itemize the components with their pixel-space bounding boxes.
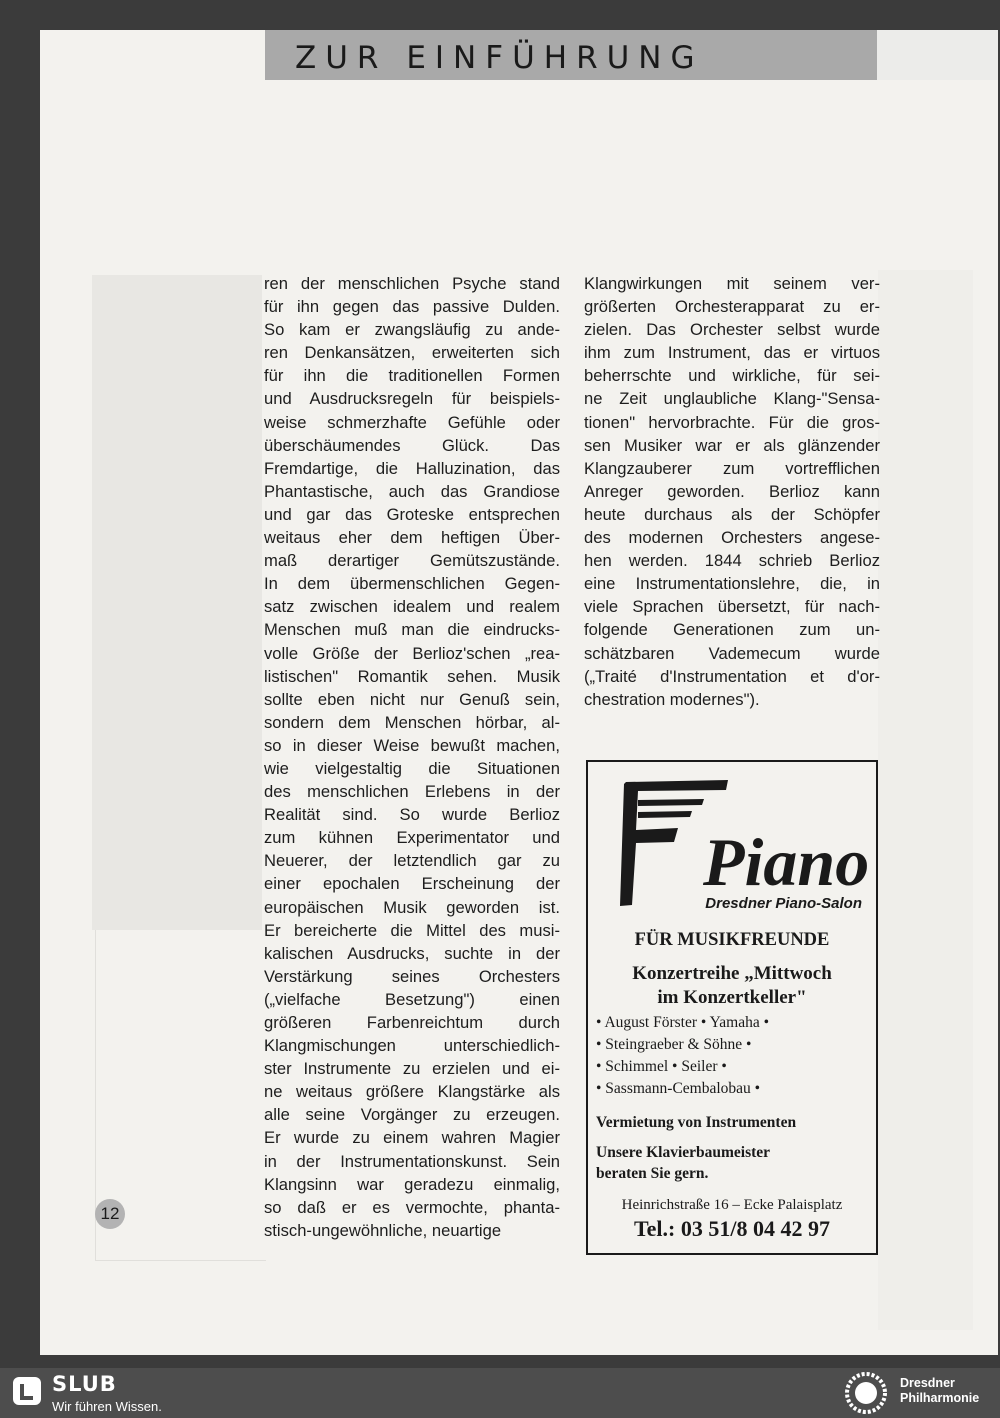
text-line: sen Musiker war er als glänzender bbox=[584, 435, 880, 455]
text-line: wie vielgestaltig die Situationen bbox=[264, 758, 560, 778]
text-line: Verstärkung seines Orchesters bbox=[264, 966, 560, 986]
piano-logo-keys bbox=[638, 799, 704, 818]
text-line: ihm zum Instrument, das er virtuos bbox=[584, 343, 880, 363]
text-line: Klangwirkungen mit seinem ver- bbox=[584, 274, 880, 293]
partner-line-2: Philharmonie bbox=[900, 1391, 980, 1405]
text-line: überschäumendes Glück. Das bbox=[264, 435, 560, 455]
text-line: ren Denkansätzen, erweiterten sich bbox=[264, 343, 560, 363]
ad-series-line-2: im Konzertkeller" bbox=[657, 987, 807, 1008]
text-line: Er wurde zu einem wahren Magier bbox=[264, 1128, 560, 1148]
section-title: ZUR EINFÜHRUNG bbox=[295, 40, 704, 76]
partner-line-1: Dresdner bbox=[900, 1376, 955, 1390]
ad-advice-line-1: Unsere Klavierbaumeister bbox=[596, 1144, 771, 1161]
text-line: eine Instrumentationslehre, die, in bbox=[584, 574, 880, 594]
text-line: Klangzauberer zum vortrefflichen bbox=[584, 458, 880, 478]
text-line: beherrschte und wirkliche, für sei- bbox=[584, 366, 880, 386]
text-line: ster Instrumente zu erzielen und ei- bbox=[264, 1059, 560, 1079]
ad-series-line-1: Konzertreihe „Mittwoch bbox=[632, 963, 832, 984]
text-line: ne Zeit unglaubliche Klang-"Sensa- bbox=[584, 389, 880, 409]
slub-logo-icon bbox=[12, 1376, 42, 1406]
ad-rental: Vermietung von Instrumenten bbox=[596, 1114, 797, 1131]
page-number: 12 bbox=[95, 1199, 125, 1229]
text-column-left bbox=[264, 272, 560, 1242]
text-line: Neuerer, der letztendlich gar zu bbox=[264, 851, 560, 871]
text-line: chestration modernes"). bbox=[584, 689, 760, 709]
text-line: und Ausdrucksregeln für beispiels- bbox=[264, 389, 560, 409]
piano-logo bbox=[608, 770, 878, 910]
text-line: ren der menschlichen Psyche stand bbox=[264, 274, 560, 293]
ad-advice-line-2: beraten Sie gern. bbox=[596, 1165, 709, 1182]
text-line: so in dieser Weise bewußt machen, bbox=[264, 735, 560, 755]
text-line: größeren Farbenreichtum durch bbox=[264, 1013, 560, 1032]
philharmonie-logo-icon bbox=[843, 1371, 889, 1415]
library-tagline: Wir führen Wissen. bbox=[52, 1399, 162, 1414]
ad-brand-list bbox=[596, 1012, 769, 1100]
bleed-through-image bbox=[92, 275, 262, 930]
partner-name bbox=[900, 1376, 979, 1406]
text-line: hen werden. 1844 schrieb Berlioz bbox=[584, 551, 880, 571]
bleed-through-column bbox=[878, 270, 973, 1330]
ad-brand-item: • Steingraeber & Söhne • bbox=[596, 1036, 752, 1053]
text-line: des modernen Orchesters angese- bbox=[584, 528, 880, 548]
text-line: Anreger geworden. Berlioz kann bbox=[584, 481, 880, 501]
text-line: heute durchaus als der Schöpfer bbox=[584, 504, 880, 524]
text-line: Klangmischungen unterschiedlich- bbox=[264, 1036, 560, 1056]
text-line: Er bereicherte die Mittel des musi- bbox=[264, 920, 560, 940]
text-line: satz zwischen idealem und realem bbox=[264, 597, 560, 617]
text-column-right bbox=[584, 272, 880, 711]
text-line: alle seine Vorgänger zu erzeugen. bbox=[264, 1105, 560, 1125]
text-line: Menschen muß man die eindrucks- bbox=[264, 620, 560, 640]
ad-subtitle: Dresdner Piano-Salon bbox=[705, 895, 862, 912]
text-line: und gar das Groteske entsprechen bbox=[264, 504, 560, 524]
text-line: in der Instrumentationskunst. Sein bbox=[264, 1151, 560, 1171]
text-line: größerten Orchesterapparat zu er- bbox=[584, 297, 880, 317]
text-line: ne weitaus größere Klangstärke als bbox=[264, 1082, 560, 1102]
text-line: zum kühnen Experimentator und bbox=[264, 828, 560, 848]
ad-address: Heinrichstraße 16 – Ecke Palaisplatz bbox=[621, 1197, 843, 1213]
ad-brand-item: • August Förster • Yamaha • bbox=[596, 1014, 770, 1031]
ad-heading: FÜR MUSIKFREUNDE bbox=[634, 930, 830, 950]
text-line: stisch-ungewöhnliche, neuartige bbox=[264, 1220, 502, 1240]
text-line: listischen" Romantik sehen. Musik bbox=[264, 666, 560, 686]
ad-brand-item: • Sassmann-Cembalobau • bbox=[596, 1080, 761, 1097]
text-line: Klangsinn war geradezu einmalig, bbox=[264, 1174, 560, 1194]
text-line: einer epochalen Erscheinung der bbox=[264, 874, 560, 894]
text-line: weise schmerzhafte Gefühle oder bbox=[264, 412, 560, 432]
ad-concert-series bbox=[588, 962, 876, 1010]
text-line: In dem übermenschlichen Gegen- bbox=[264, 574, 560, 594]
text-line: („vielfache Besetzung") einen bbox=[264, 989, 560, 1009]
footer-bar bbox=[0, 1368, 1000, 1418]
piano-logo-text: Piano bbox=[703, 824, 870, 900]
library-name: SLUB bbox=[52, 1372, 117, 1396]
text-line: tionen" hervorbrachte. Für die gros- bbox=[584, 412, 880, 432]
text-line: sollte eben nicht nur Genuß sein, bbox=[264, 689, 560, 709]
text-line: zielen. Das Orchester selbst wurde bbox=[584, 320, 880, 340]
text-line: weitaus eher dem heftigen Über- bbox=[264, 528, 560, 548]
piano-advertisement bbox=[586, 760, 878, 1255]
text-line: so daß er es vermochte, phanta- bbox=[264, 1197, 560, 1217]
text-line: für ihn die traditionellen Formen bbox=[264, 366, 560, 386]
ad-phone: Tel.: 03 51/8 04 42 97 bbox=[634, 1216, 830, 1241]
text-line: maß derartiger Gemütszustände. bbox=[264, 551, 560, 571]
text-line: viele Sprachen übersetzt, für nach- bbox=[584, 597, 880, 617]
ad-brand-item: • Schimmel • Seiler • bbox=[596, 1058, 727, 1075]
text-line: europäischen Musik geworden ist. bbox=[264, 897, 560, 917]
text-line: schätzbaren Vademecum wurde bbox=[584, 643, 880, 663]
text-line: folgende Generationen zum un- bbox=[584, 620, 880, 640]
text-line: Fremdartige, die Halluzination, das bbox=[264, 458, 560, 478]
text-line: volle Größe der Berlioz'schen „rea- bbox=[264, 643, 560, 663]
text-line: des menschlichen Erlebens in der bbox=[264, 782, 560, 802]
text-line: Realität sind. So wurde Berlioz bbox=[264, 805, 560, 825]
text-line: So kam er zwangsläufig zu ande- bbox=[264, 320, 560, 340]
text-line: sondern dem Menschen hörbar, al- bbox=[264, 712, 560, 732]
header-band-edge bbox=[877, 30, 998, 80]
text-line: kalischen Ausdrucks, suchte in der bbox=[264, 943, 560, 963]
text-line: für ihn gegen das passive Dulden. bbox=[264, 297, 560, 317]
text-line: („Traité d'Instrumentation et d'or- bbox=[584, 666, 880, 686]
text-line: Phantastische, auch das Grandiose bbox=[264, 481, 560, 501]
